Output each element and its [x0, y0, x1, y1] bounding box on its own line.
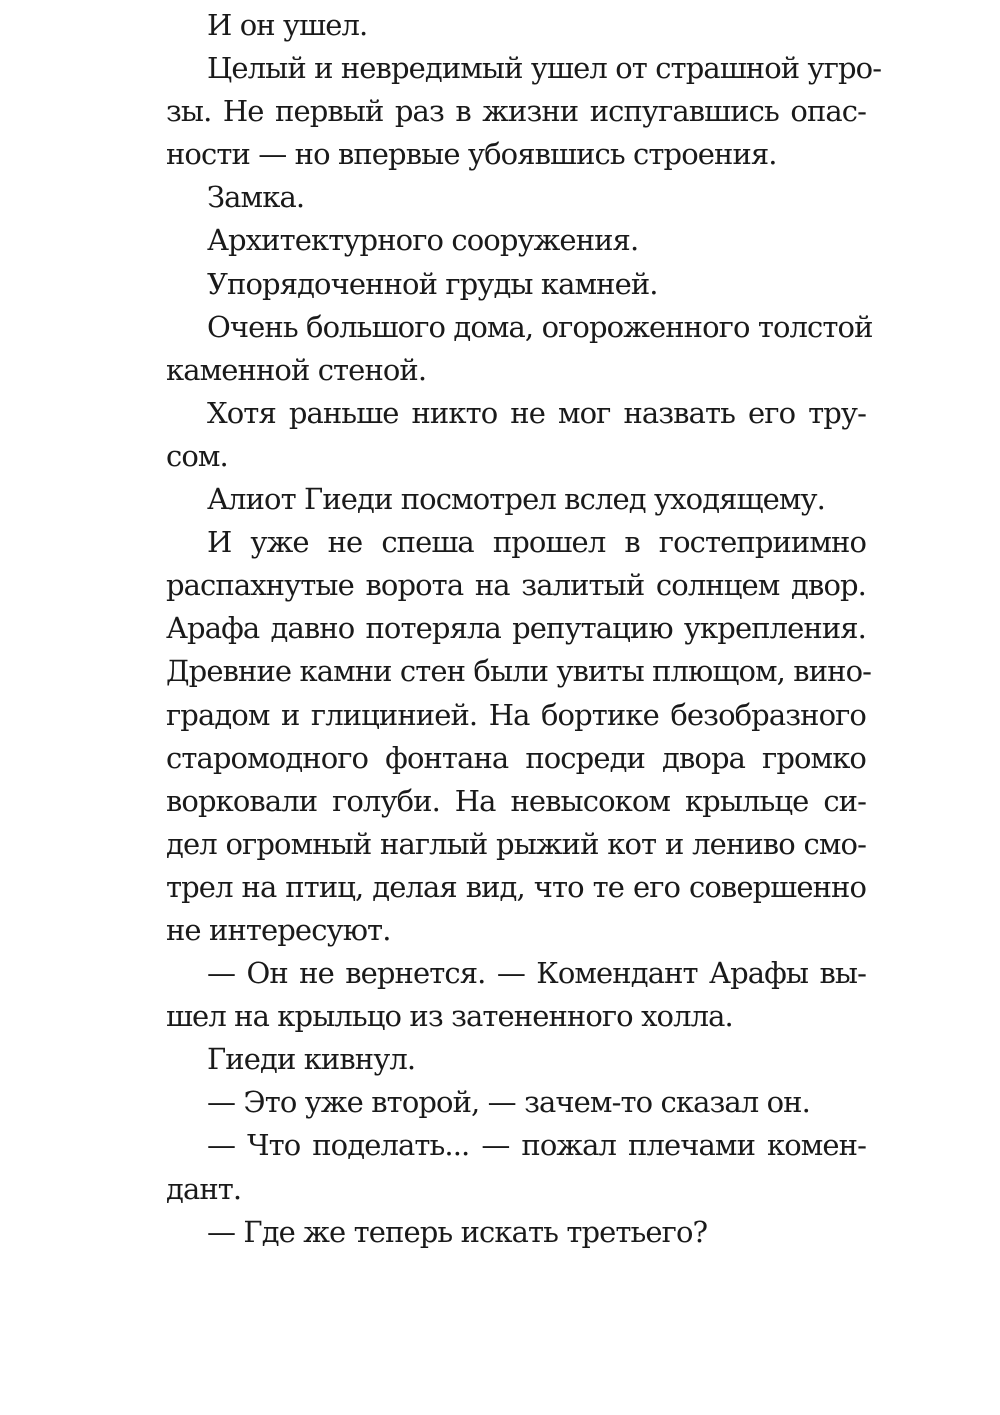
text-line: — Что поделать... — пожал плечами комен-: [207, 1128, 866, 1163]
text-line: ворковали голуби. На невысоком крыльце си-: [166, 783, 866, 818]
text-line: Древние камни стен были увиты плющом, вино-: [166, 654, 872, 689]
text-line: зы. Не первый раз в жизни испугавшись опас-: [166, 94, 866, 129]
text-line: Замка.: [207, 180, 305, 215]
text-line: Хотя раньше никто не мог назвать его тру-: [207, 395, 866, 430]
text-line: — Это уже второй, — зачем-то сказал он.: [207, 1085, 810, 1120]
text-line: И он ушел.: [207, 8, 368, 42]
body-text: [166, 4, 882, 1254]
text-line: Архитектурного сооружения.: [207, 223, 639, 258]
text-line: дел огромный наглый рыжий кот и лениво смо-: [166, 826, 866, 861]
text-line: Упорядоченной груды камней.: [207, 266, 658, 301]
text-line: градом и глицинией. На бортике безобразного: [166, 697, 866, 732]
text-line: сом.: [166, 438, 228, 473]
text-line: не интересуют.: [166, 912, 391, 947]
text-line: распахнутые ворота на залитый солнцем двор.: [166, 568, 866, 603]
text-line: трел на птиц, делая вид, что те его совершенно: [166, 869, 866, 904]
text-line: Гиеди кивнул.: [207, 1042, 416, 1077]
text-line: дант.: [166, 1171, 242, 1206]
text-line: шел на крыльцо из затененного холла.: [166, 999, 733, 1034]
text-line: каменной стеной.: [166, 352, 427, 387]
text-line: ности — но впервые убоявшись строения.: [166, 137, 777, 172]
text-line: — Где же теперь искать третьего?: [207, 1214, 708, 1249]
text-line: И уже не спеша прошел в гостеприимно: [207, 525, 866, 560]
text-line: Арафа давно потеряла репутацию укрепления.: [166, 611, 866, 646]
text-line: Целый и невредимый ушел от страшной угро-: [207, 51, 882, 86]
text-line: Очень большого дома, огороженного толстой: [207, 309, 873, 344]
text-line: старомодного фонтана посреди двора громко: [166, 740, 866, 775]
text-line: — Он не вернется. — Комендант Арафы вы-: [207, 956, 866, 991]
text-line: Алиот Гиеди посмотрел вслед уходящему.: [207, 482, 826, 517]
